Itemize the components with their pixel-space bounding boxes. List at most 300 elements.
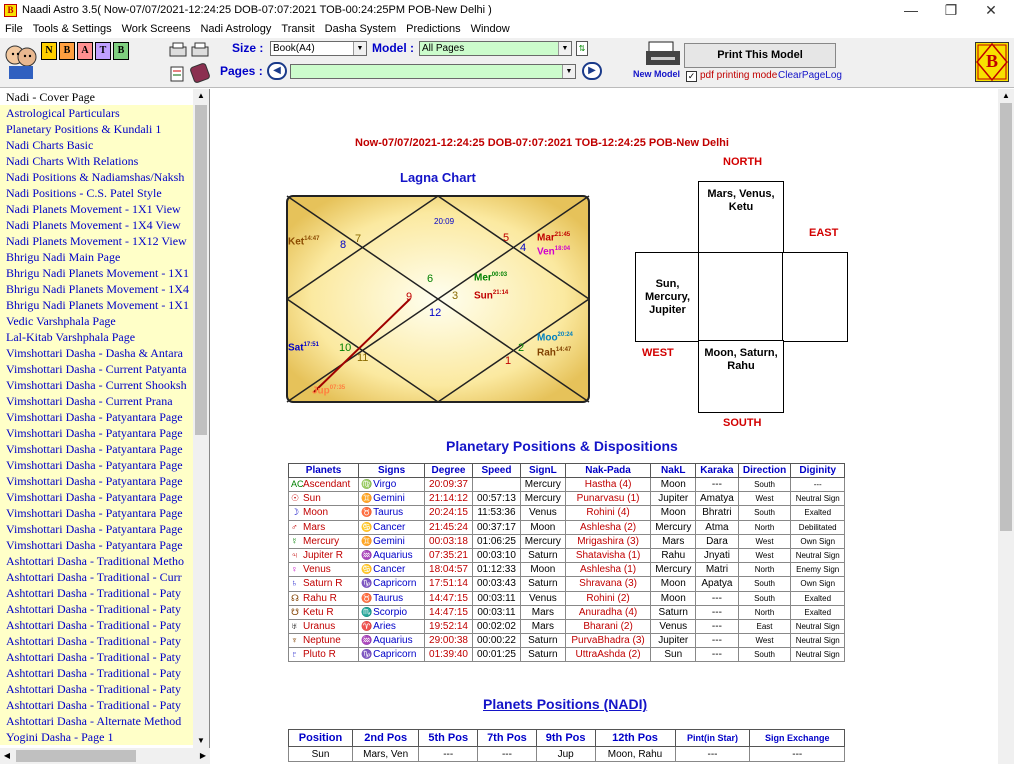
planet-name: Rahu R [303,592,337,604]
pp-cell-nl: Mercury [651,520,696,534]
pp-cell-np: Rohini (4) [565,506,651,520]
pdf-mode-checkbox[interactable]: ✓ [687,71,696,81]
pp-cell-p [289,605,359,619]
sidebar-page-item[interactable]: Vimshottari Dasha - Current Prana [0,393,193,409]
venus-label: Ven [537,246,555,258]
menu-file[interactable]: File [5,23,23,35]
pp-cell-sp: 01:06:25 [472,534,520,548]
pp-cell-dg: Exalted [791,591,845,605]
rahu-time: 14:47 [555,347,572,353]
pp-cell-dir: South [738,591,791,605]
nadi-tile-icon[interactable]: N [41,42,57,60]
pp-cell-dg: Neutral Sign [791,648,845,662]
pp-cell-nl: Moon [651,577,696,591]
zodiac-sign-icon: ♍ [361,479,373,490]
pp-table-row [289,534,845,548]
menu-work-screens[interactable]: Work Screens [121,23,191,35]
pp-cell-k: --- [696,619,738,633]
pp-table-row [289,478,845,492]
pp-cell-sl: Mars [520,619,565,633]
pp-cell-p [289,534,359,548]
pp-cell-k: --- [696,478,738,492]
pp-cell-s [359,634,425,648]
pp-cell-np: Bharani (2) [565,619,651,633]
sign-name: Taurus [373,592,404,604]
sidebar-page-item[interactable]: Ashtottari Dasha - Alternate Method [0,713,193,729]
planet-name: Neptune [303,635,341,647]
pp-column-header: NakL [651,464,696,478]
pp-cell-s [359,548,425,562]
sidebar-horizontal-scrollbar[interactable] [0,748,210,764]
pp-column-header: Degree [425,464,473,478]
sidebar-hscroll-thumb[interactable] [16,750,136,762]
close-button[interactable]: ✕ [985,2,997,18]
cross-center-box [698,252,784,342]
pp-cell-sl: Saturn [520,648,565,662]
zodiac-sign-icon: ♊ [361,493,373,504]
sidebar-page-item[interactable]: Nadi - Cover Page [0,89,193,105]
pp-column-header: Planets [289,464,359,478]
house-7: 7 [355,233,362,245]
minimize-button[interactable]: — [904,2,918,18]
report-vertical-scrollbar[interactable] [998,89,1014,764]
sidebar-page-item[interactable]: Vimshottari Dasha - Patyantara Page [0,441,193,457]
planetary-positions-title: Planetary Positions & Dispositions [446,438,678,454]
printer-icon[interactable] [645,40,681,70]
pp-cell-dir: North [738,563,791,577]
pp-cell-dg: Own Sign [791,534,845,548]
np-column-header: Pint(in Star) [675,730,750,747]
sidebar-page-item[interactable]: Vimshottari Dasha - Patyantara Page [0,537,193,553]
zodiac-sign-icon: ♉ [361,592,373,603]
pp-table-row [289,634,845,648]
planet-name: Mars [303,521,326,533]
pp-cell-dg: Neutral Sign [791,619,845,633]
pp-cell-dir: South [738,506,791,520]
pp-cell-np: Hastha (4) [565,478,651,492]
bhrigu-tile-icon[interactable]: B [59,42,75,60]
planetary-positions-table [288,463,845,662]
sidebar-page-item[interactable]: Yogini Dasha - Page 1 [0,729,193,745]
planet-name: Saturn R [303,578,343,590]
pp-cell-k: --- [696,591,738,605]
sidebar-page-item[interactable]: Ashtottari Dasha - Traditional - Curr [0,569,193,585]
scroll-down-icon[interactable]: ▼ [197,736,205,745]
menu-transit[interactable]: Transit [281,23,315,35]
planet-symbol-icon: ☋ [291,606,299,617]
pp-cell-dir: North [738,520,791,534]
pp-cell-dir: West [738,548,791,562]
pp-column-header: SignL [520,464,565,478]
np-column-header: 2nd Pos [353,730,419,747]
pp-cell-sl: Moon [520,563,565,577]
scroll-right-icon[interactable]: ▶ [199,751,207,760]
pp-cell-dir: West [738,492,791,506]
sidebar-page-item[interactable]: Ashtottari Dasha - Traditional - Paty [0,601,193,617]
menu-window[interactable]: Window [470,23,510,35]
sidebar-page-item[interactable]: Ashtottari Dasha - Traditional - Paty [0,665,193,681]
planet-name: Pluto R [303,649,336,661]
pp-cell-p [289,506,359,520]
pp-body [289,478,845,662]
size-dropdown[interactable] [270,41,367,56]
pp-cell-d: 18:04:57 [425,563,473,577]
north-label: NORTH [723,156,763,168]
prev-page-button[interactable]: ◀ [267,62,287,80]
planet-rahu [537,347,571,358]
pp-cell-nl: Sun [651,648,696,662]
pp-cell-dg: --- [791,478,845,492]
sign-name: Cancer [373,564,406,576]
sidebar-page-item[interactable]: Ashtottari Dasha - Traditional - Paty [0,681,193,697]
sidebar-page-item[interactable]: Vimshottari Dasha - Patyantara Page [0,489,193,505]
zodiac-sign-icon: ♒ [361,549,373,560]
sidebar-page-item[interactable]: Vimshottari Dasha - Patyantara Page [0,473,193,489]
pp-cell-np: Shatavisha (1) [565,548,651,562]
pp-cell-dir: South [738,478,791,492]
house-1: 1 [505,355,512,367]
lagna-chart-title: Lagna Chart [400,170,476,185]
pp-cell-np: Shravana (3) [565,577,651,591]
pp-cell-np: Punarvasu (1) [565,492,651,506]
pp-cell-dir: West [738,534,791,548]
pp-cell-p [289,634,359,648]
pp-cell-nl: Mercury [651,563,696,577]
report-scroll-up-icon[interactable]: ▲ [1002,91,1010,100]
sign-name: Capricorn [373,649,417,661]
pp-cell-sl: Mars [520,605,565,619]
sidebar-page-item[interactable]: Vimshottari Dasha - Patyantara Page [0,457,193,473]
nadi-positions-table [288,729,845,762]
planet-symbol-icon: ☊ [291,592,299,603]
sidebar-page-item[interactable]: Lal-Kitab Varshphala Page [0,329,193,345]
report-page [212,89,998,764]
size-label: Size : [232,41,264,55]
sidebar-page-item[interactable]: Vimshottari Dasha - Patyantara Page [0,409,193,425]
moon-time: 20:24 [557,332,573,338]
pp-cell-sp: 00:37:17 [472,520,520,534]
pages-dropdown[interactable] [290,64,576,79]
np-cell: --- [478,747,537,762]
house-12: 12 [429,307,442,319]
pp-cell-k: Dara [696,534,738,548]
east-label: EAST [809,227,839,239]
pp-cell-s [359,577,425,591]
window-title: Naadi Astro 3.5( Now-07/07/2021-12:24:25 DOB-07:07:2021 TOB-00:24:25PM POB-New Delhi ) [22,4,492,16]
pp-cell-np: Anuradha (4) [565,605,651,619]
cross-north-box: Mars, Venus, Ketu [698,181,784,254]
restore-button[interactable]: ❐ [944,2,958,18]
sidebar-scroll-thumb[interactable] [195,105,207,435]
size-chevron-down-icon[interactable]: ▼ [353,42,366,55]
sidebar-page-item[interactable]: Vimshottari Dasha - Patyantara Page [0,521,193,537]
sign-name: Aries [373,621,396,633]
planet-symbol-icon: ♆ [291,635,298,646]
planet-symbol-icon: ♄ [291,578,298,589]
pp-cell-np: Ashlesha (2) [565,520,651,534]
saturn-label: Sat [288,342,304,354]
pp-table-row [289,520,845,534]
pp-cell-sp: 00:00:22 [472,634,520,648]
pp-cell-dg: Own Sign [791,577,845,591]
np-cell: --- [419,747,478,762]
pp-cell-k: Atma [696,520,738,534]
nadi-positions-title: Planets Positions (NADI) [483,696,648,712]
sidebar-page-item[interactable]: Nadi Planets Movement - 1X12 View [0,233,193,249]
pp-table-row [289,492,845,506]
sidebar-page-item[interactable]: Ashtottari Dasha - Traditional - Paty [0,617,193,633]
pp-cell-d: 21:45:24 [425,520,473,534]
sign-name: Taurus [373,507,404,519]
np-column-header: 7th Pos [478,730,537,747]
sidebar-vertical-scrollbar[interactable] [193,89,209,748]
pp-cell-d: 00:03:18 [425,534,473,548]
pp-cell-sp: 00:03:11 [472,591,520,605]
pp-cell-d: 01:39:40 [425,648,473,662]
pp-cell-sp [472,478,520,492]
pp-column-header: Karaka [696,464,738,478]
toolbar [0,38,1014,88]
sign-name: Gemini [373,493,405,505]
pp-cell-s [359,605,425,619]
pp-cell-sl: Mercury [520,492,565,506]
planet-venus [537,246,570,257]
sign-name: Scorpio [373,606,408,618]
menu-nadi-astrology[interactable]: Nadi Astrology [200,23,272,35]
scroll-up-icon[interactable]: ▲ [197,91,205,100]
planet-mars [537,232,570,243]
user-faces-icon[interactable] [3,41,39,81]
planet-name: Ketu R [303,606,334,618]
sidebar-page-item[interactable]: Nadi Planets Movement - 1X1 View [0,201,193,217]
rahu-label: Rah [537,347,556,359]
pp-cell-sl: Saturn [520,548,565,562]
planet-name: Venus [303,564,331,576]
print-model-button[interactable]: Print This Model [684,43,836,68]
pp-cell-k: Amatya [696,492,738,506]
page-list-sidebar [0,89,210,764]
planet-name: Mercury [303,535,340,547]
planet-name: Moon [303,507,329,519]
planet-mercury [474,272,507,283]
pp-cell-k: Apatya [696,577,738,591]
pp-cell-s [359,478,425,492]
pp-cell-dir: North [738,605,791,619]
model-value: All Pages [422,43,465,54]
pages-chevron-down-icon[interactable]: ▼ [562,65,575,78]
cross-south-box: Moon, Saturn, Rahu [698,340,784,413]
sidebar-page-item[interactable]: Bhrigu Nadi Planets Movement - 1X4 [0,281,193,297]
house-9: 9 [406,291,413,303]
sidebar-page-item[interactable]: Ashtottari Dasha - Traditional Metho [0,553,193,569]
zodiac-sign-icon: ♋ [361,521,373,532]
pp-cell-sp: 00:57:13 [472,492,520,506]
pp-cell-dg: Enemy Sign [791,563,845,577]
zodiac-sign-icon: ♒ [361,635,373,646]
np-table-row [289,747,845,762]
pp-cell-d: 14:47:15 [425,605,473,619]
scroll-left-icon[interactable]: ◀ [3,751,11,760]
pp-cell-p [289,619,359,633]
planet-ketu [288,236,319,247]
pp-cell-dg: Neutral Sign [791,634,845,648]
pp-cell-sp: 00:03:43 [472,577,520,591]
book-tile-icon[interactable]: B [113,42,129,60]
app-icon: B [4,4,17,17]
np-column-header: Sign Exchange [750,730,845,747]
zodiac-sign-icon: ♊ [361,535,373,546]
pp-cell-dg: Debilitated [791,520,845,534]
zodiac-sign-icon: ♑ [361,649,373,660]
pp-table-row [289,591,845,605]
model-chevron-down-icon[interactable]: ▼ [558,42,571,55]
pp-cell-d: 14:47:15 [425,591,473,605]
sidebar-page-item[interactable]: Bhrigu Nadi Main Page [0,249,193,265]
sidebar-page-item[interactable]: Ashtottari Dasha - Traditional - Paty [0,633,193,649]
mercury-time: 00:03 [491,272,508,278]
planet-sun [474,290,508,301]
app-logo [975,42,1009,82]
pp-cell-p [289,478,359,492]
ketu-time: 14:47 [304,236,320,242]
model-dropdown[interactable] [419,41,572,56]
planet-saturn [288,342,319,353]
logo-letter: B [985,51,998,71]
sidebar-page-item[interactable]: Nadi Charts With Relations [0,153,193,169]
pp-cell-s [359,534,425,548]
zodiac-sign-icon: ♏ [361,606,373,617]
size-value: Book(A4) [273,43,315,54]
sign-name: Gemini [373,535,405,547]
pp-cell-nl: Moon [651,591,696,605]
sidebar-page-item[interactable]: Nadi Positions & Nadiamshas/Naksh [0,169,193,185]
menu-bar [0,20,1014,38]
house-3: 3 [452,290,459,302]
new-model-link[interactable]: New Model [633,69,681,79]
pp-cell-d: 29:00:38 [425,634,473,648]
pp-header-row [289,464,845,478]
ashtak-tile-icon[interactable]: A [77,42,93,60]
lagna-top-time: 20:09 [434,217,455,226]
zodiac-sign-icon: ♉ [361,507,373,518]
pp-cell-d: 07:35:21 [425,548,473,562]
house-4: 4 [520,242,527,254]
sidebar-page-item[interactable]: Bhrigu Nadi Planets Movement - 1X1 [0,265,193,281]
report-header: Now-07/07/2021-12:24:25 DOB-07:07:2021 TOB-12:24:25 POB-New Delhi [355,137,729,149]
planet-moon [537,332,573,343]
pp-cell-p [289,548,359,562]
pp-cell-nl: Venus [651,619,696,633]
np-cell: Mars, Ven [353,747,419,762]
planet-name: Sun [303,493,321,505]
house-8: 8 [340,239,347,251]
sun-label: Sun [474,290,493,302]
house-6: 6 [427,273,434,285]
clear-page-log-link[interactable]: ClearPageLog [778,70,842,81]
pp-cell-d: 20:09:37 [425,478,473,492]
sidebar-page-item[interactable]: Nadi Positions - C.S. Patel Style [0,185,193,201]
pp-cell-dg: Neutral Sign [791,548,845,562]
menu-dasha-system[interactable]: Dasha System [324,23,397,35]
moon-label: Moo [537,332,558,344]
sidebar-page-item[interactable]: Vimshottari Dasha - Current Shooksh [0,377,193,393]
planet-symbol-icon: ♂ [291,521,298,532]
pp-cell-np: PurvaBhadra (3) [565,634,651,648]
sidebar-page-item[interactable]: Ashtottari Dasha - Traditional - Paty [0,697,193,713]
sign-name: Aquarius [373,550,413,562]
pp-cell-p [289,492,359,506]
sidebar-page-item[interactable]: Ashtottari Dasha - Traditional - Paty [0,649,193,665]
pp-cell-nl: Rahu [651,548,696,562]
pp-cell-nl: Jupiter [651,634,696,648]
pp-cell-sp: 00:03:11 [472,605,520,619]
print-tools-icon[interactable] [168,41,212,85]
pp-cell-dg: Exalted [791,506,845,520]
pp-table-row [289,619,845,633]
planet-symbol-icon: ♀ [291,564,298,575]
planet-name: Ascendant [303,479,351,491]
planet-name: Jupiter R [303,550,344,562]
pp-cell-p [289,563,359,577]
pp-cell-s [359,492,425,506]
sidebar-page-item[interactable]: Astrological Particulars [0,105,193,121]
sidebar-page-item[interactable]: Vimshottari Dasha - Dasha & Antara [0,345,193,361]
transit-tile-icon[interactable]: T [95,42,111,60]
pp-column-header: Nak-Pada [565,464,651,478]
pp-cell-dir: South [738,648,791,662]
report-scroll-thumb[interactable] [1000,103,1012,531]
model-label: Model : [372,41,414,55]
np-cell: Jup [536,747,595,762]
pp-cell-sl: Venus [520,591,565,605]
pp-cell-s [359,591,425,605]
sidebar-page-item[interactable]: Vimshottari Dasha - Current Patyanta [0,361,193,377]
planet-symbol-icon: ☉ [291,493,300,504]
sidebar-page-item[interactable]: Vedic Varshphala Page [0,313,193,329]
pp-cell-k: Bhratri [696,506,738,520]
zodiac-sign-icon: ♑ [361,578,373,589]
pp-cell-nl: Saturn [651,605,696,619]
next-page-button[interactable]: ▶ [582,62,602,80]
pp-cell-sl: Mercury [520,478,565,492]
sidebar-page-item[interactable]: Vimshottari Dasha - Patyantara Page [0,505,193,521]
pdf-mode-label: pdf printing mode [700,70,778,81]
house-11: 11 [357,352,369,364]
menu-predictions[interactable]: Predictions [406,23,461,35]
pp-cell-s [359,648,425,662]
sidebar-page-item[interactable]: Ashtottari Dasha - Traditional - Paty [0,585,193,601]
sidebar-page-item[interactable]: Nadi Planets Movement - 1X4 View [0,217,193,233]
pp-cell-p [289,577,359,591]
sidebar-page-item[interactable]: Planetary Positions & Kundali 1 [0,121,193,137]
sidebar-page-item[interactable]: Nadi Charts Basic [0,137,193,153]
refresh-icon[interactable]: ⇅ [576,41,588,56]
pp-column-header: Direction [738,464,791,478]
sidebar-page-item[interactable]: Vimshottari Dasha - Patyantara Page [0,425,193,441]
sidebar-page-item[interactable]: Bhrigu Nadi Planets Movement - 1X1 [0,297,193,313]
sign-name: Cancer [373,521,406,533]
pp-cell-dir: West [738,634,791,648]
sun-time: 21:14 [492,290,509,296]
pp-cell-sl: Saturn [520,634,565,648]
mars-label: Mar [537,232,555,244]
pp-table-row [289,548,845,562]
np-header-row [289,730,845,747]
np-cell: Moon, Rahu [595,747,675,762]
zodiac-sign-icon: ♈ [361,620,373,631]
np-column-header: 12th Pos [595,730,675,747]
menu-tools-settings[interactable]: Tools & Settings [32,23,112,35]
